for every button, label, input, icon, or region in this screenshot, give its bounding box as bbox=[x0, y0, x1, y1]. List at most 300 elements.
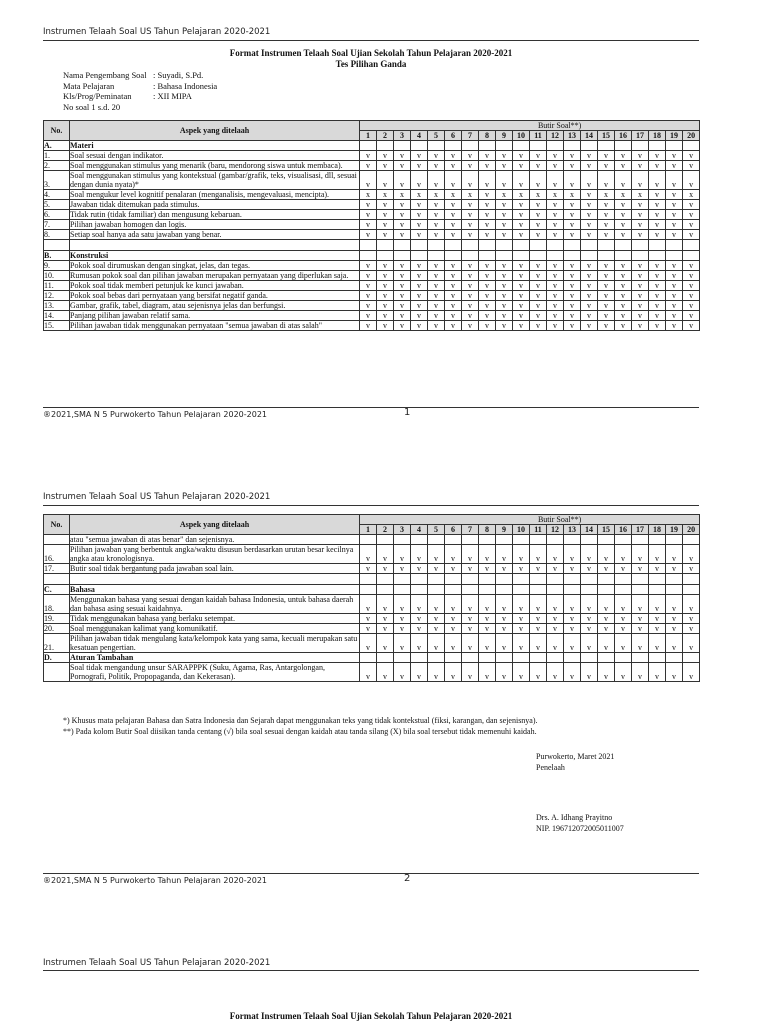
mark-cell: v bbox=[394, 663, 411, 682]
mark-cell: v bbox=[411, 634, 428, 653]
mark-cell: v bbox=[462, 200, 479, 210]
mark-cell: v bbox=[581, 301, 598, 311]
title-line-2: Tes Pilihan Ganda bbox=[335, 59, 407, 69]
mark-cell: v bbox=[581, 291, 598, 301]
mark-cell bbox=[394, 141, 411, 151]
mark-cell: v bbox=[513, 271, 530, 281]
mark-cell: v bbox=[615, 311, 632, 321]
mark-cell: v bbox=[445, 271, 462, 281]
mark-cell: v bbox=[564, 624, 581, 634]
mark-cell bbox=[547, 574, 564, 585]
mark-cell: v bbox=[479, 595, 496, 614]
mark-cell bbox=[564, 653, 581, 663]
mark-cell: v bbox=[581, 230, 598, 240]
mark-cell: v bbox=[445, 321, 462, 331]
mark-cell: v bbox=[360, 311, 377, 321]
butir-col-header: 3 bbox=[394, 131, 411, 141]
mark-cell bbox=[360, 585, 377, 595]
mark-cell bbox=[632, 535, 649, 545]
row-number: 17. bbox=[44, 564, 70, 574]
mark-cell: v bbox=[547, 281, 564, 291]
row-aspect bbox=[70, 574, 360, 585]
mark-cell: v bbox=[462, 151, 479, 161]
mark-cell: v bbox=[428, 151, 445, 161]
mark-cell bbox=[479, 240, 496, 251]
mark-cell: v bbox=[649, 261, 666, 271]
table-row bbox=[44, 171, 700, 190]
mark-cell: v bbox=[479, 291, 496, 301]
review-table-page2 bbox=[43, 514, 700, 682]
mark-cell: v bbox=[615, 161, 632, 171]
mark-cell: v bbox=[564, 595, 581, 614]
mark-cell bbox=[394, 251, 411, 261]
mark-cell: v bbox=[377, 595, 394, 614]
mark-cell: v bbox=[649, 595, 666, 614]
mark-cell: v bbox=[581, 663, 598, 682]
row-aspect: Jawaban tidak ditemukan pada stimulus. bbox=[70, 200, 360, 210]
mark-cell: v bbox=[581, 281, 598, 291]
mark-cell bbox=[666, 585, 683, 595]
mark-cell: v bbox=[513, 171, 530, 190]
mark-cell: v bbox=[666, 220, 683, 230]
mark-cell bbox=[513, 653, 530, 663]
mark-cell: v bbox=[445, 311, 462, 321]
row-number: 19. bbox=[44, 614, 70, 624]
mark-cell: v bbox=[615, 151, 632, 161]
sign-place-date: Purwokerto, Maret 2021 bbox=[536, 752, 615, 761]
row-number: 3. bbox=[44, 171, 70, 190]
meta-row: No soal 1 s.d. 20 bbox=[63, 101, 121, 112]
mark-cell: v bbox=[564, 261, 581, 271]
mark-cell: v bbox=[666, 663, 683, 682]
mark-cell: v bbox=[377, 261, 394, 271]
mark-cell bbox=[394, 535, 411, 545]
mark-cell bbox=[649, 653, 666, 663]
table-row bbox=[44, 291, 700, 301]
mark-cell: v bbox=[598, 663, 615, 682]
butir-col-header: 9 bbox=[496, 131, 513, 141]
mark-cell: v bbox=[649, 161, 666, 171]
mark-cell: v bbox=[547, 321, 564, 331]
page-footer: ®2021,SMA N 5 Purwokerto Tahun Pelajaran 2020-2021 bbox=[43, 410, 268, 419]
mark-cell: v bbox=[377, 614, 394, 624]
mark-cell: v bbox=[479, 624, 496, 634]
mark-cell: x bbox=[547, 190, 564, 200]
row-aspect: Tidak rutin (tidak familiar) dan mengusung kebaruan. bbox=[70, 210, 360, 220]
mark-cell: v bbox=[428, 281, 445, 291]
mark-cell: v bbox=[530, 614, 547, 624]
mark-cell: v bbox=[615, 220, 632, 230]
mark-cell bbox=[530, 141, 547, 151]
mark-cell: v bbox=[411, 663, 428, 682]
mark-cell: v bbox=[445, 200, 462, 210]
mark-cell: v bbox=[581, 564, 598, 574]
mark-cell bbox=[462, 653, 479, 663]
mark-cell: v bbox=[411, 171, 428, 190]
row-number: 20. bbox=[44, 624, 70, 634]
row-aspect: Soal menggunakan stimulus yang kontekstual (gambar/grafik, teks, visualisasi, dll, sesuai dengan dunia nyata)* bbox=[70, 171, 360, 190]
table-row bbox=[44, 595, 700, 614]
mark-cell: v bbox=[411, 614, 428, 624]
mark-cell: v bbox=[666, 281, 683, 291]
mark-cell: v bbox=[462, 614, 479, 624]
table-row bbox=[44, 321, 700, 331]
mark-cell: v bbox=[377, 220, 394, 230]
mark-cell: v bbox=[649, 624, 666, 634]
row-number: C. bbox=[44, 585, 70, 595]
mark-cell: v bbox=[479, 545, 496, 564]
mark-cell: v bbox=[513, 281, 530, 291]
mark-cell bbox=[649, 585, 666, 595]
row-aspect: Bahasa bbox=[70, 585, 360, 595]
mark-cell bbox=[445, 574, 462, 585]
mark-cell bbox=[547, 585, 564, 595]
mark-cell: v bbox=[547, 634, 564, 653]
mark-cell bbox=[496, 585, 513, 595]
mark-cell: v bbox=[564, 171, 581, 190]
mark-cell: v bbox=[360, 301, 377, 311]
mark-cell: v bbox=[462, 321, 479, 331]
mark-cell bbox=[411, 585, 428, 595]
mark-cell: v bbox=[632, 271, 649, 281]
mark-cell: v bbox=[513, 663, 530, 682]
mark-cell: v bbox=[598, 220, 615, 230]
mark-cell bbox=[411, 535, 428, 545]
mark-cell: v bbox=[564, 230, 581, 240]
butir-col-header: 6 bbox=[445, 131, 462, 141]
mark-cell bbox=[530, 535, 547, 545]
mark-cell: v bbox=[394, 595, 411, 614]
mark-cell: v bbox=[513, 200, 530, 210]
header-rule bbox=[43, 40, 699, 41]
mark-cell: v bbox=[377, 200, 394, 210]
mark-cell: v bbox=[377, 311, 394, 321]
table-row bbox=[44, 220, 700, 230]
mark-cell: v bbox=[666, 301, 683, 311]
mark-cell: v bbox=[581, 210, 598, 220]
mark-cell: v bbox=[360, 171, 377, 190]
mark-cell: v bbox=[496, 663, 513, 682]
table-row bbox=[44, 281, 700, 291]
mark-cell: v bbox=[564, 291, 581, 301]
mark-cell: v bbox=[428, 634, 445, 653]
footer-rule bbox=[43, 407, 699, 408]
mark-cell: v bbox=[547, 261, 564, 271]
mark-cell: v bbox=[530, 291, 547, 301]
mark-cell bbox=[581, 240, 598, 251]
mark-cell bbox=[428, 574, 445, 585]
mark-cell bbox=[496, 574, 513, 585]
mark-cell: v bbox=[445, 261, 462, 271]
mark-cell: v bbox=[496, 281, 513, 291]
row-number: 8. bbox=[44, 230, 70, 240]
mark-cell: v bbox=[462, 634, 479, 653]
mark-cell bbox=[683, 141, 700, 151]
mark-cell: v bbox=[581, 614, 598, 624]
mark-cell: v bbox=[615, 230, 632, 240]
mark-cell: v bbox=[581, 151, 598, 161]
mark-cell: v bbox=[683, 291, 700, 301]
mark-cell: v bbox=[564, 210, 581, 220]
mark-cell: v bbox=[615, 171, 632, 190]
mark-cell: v bbox=[445, 291, 462, 301]
mark-cell: v bbox=[598, 634, 615, 653]
mark-cell: v bbox=[479, 614, 496, 624]
row-number: 16. bbox=[44, 545, 70, 564]
mark-cell: x bbox=[428, 190, 445, 200]
mark-cell: v bbox=[411, 624, 428, 634]
mark-cell bbox=[683, 535, 700, 545]
mark-cell: v bbox=[462, 230, 479, 240]
mark-cell: v bbox=[394, 634, 411, 653]
mark-cell: v bbox=[394, 624, 411, 634]
mark-cell: v bbox=[547, 171, 564, 190]
table-row bbox=[44, 311, 700, 321]
row-number: 1. bbox=[44, 151, 70, 161]
mark-cell: v bbox=[462, 261, 479, 271]
mark-cell: v bbox=[428, 663, 445, 682]
table-row bbox=[44, 230, 700, 240]
mark-cell: v bbox=[547, 564, 564, 574]
mark-cell: v bbox=[411, 220, 428, 230]
mark-cell: v bbox=[666, 200, 683, 210]
mark-cell: v bbox=[632, 663, 649, 682]
row-number bbox=[44, 240, 70, 251]
mark-cell: v bbox=[683, 624, 700, 634]
mark-cell: v bbox=[615, 210, 632, 220]
mark-cell bbox=[377, 585, 394, 595]
butir-col-header: 11 bbox=[530, 525, 547, 535]
mark-cell: v bbox=[411, 161, 428, 171]
mark-cell: v bbox=[394, 151, 411, 161]
row-number: B. bbox=[44, 251, 70, 261]
butir-col-header: 19 bbox=[666, 525, 683, 535]
mark-cell: v bbox=[513, 220, 530, 230]
mark-cell bbox=[564, 574, 581, 585]
mark-cell: v bbox=[564, 301, 581, 311]
row-aspect: Konstruksi bbox=[70, 251, 360, 261]
mark-cell bbox=[394, 585, 411, 595]
section-row bbox=[44, 585, 700, 595]
mark-cell: v bbox=[411, 564, 428, 574]
mark-cell: v bbox=[496, 321, 513, 331]
row-aspect: Tidak menggunakan bahasa yang berlaku setempat. bbox=[70, 614, 360, 624]
mark-cell: v bbox=[598, 261, 615, 271]
row-number: 7. bbox=[44, 220, 70, 230]
mark-cell bbox=[428, 535, 445, 545]
mark-cell bbox=[564, 240, 581, 251]
mark-cell: v bbox=[462, 311, 479, 321]
mark-cell bbox=[445, 535, 462, 545]
col-header-aspek: Aspek yang ditelaah bbox=[70, 121, 360, 141]
mark-cell: v bbox=[530, 321, 547, 331]
row-number: 6. bbox=[44, 210, 70, 220]
mark-cell: v bbox=[530, 230, 547, 240]
mark-cell bbox=[683, 585, 700, 595]
mark-cell: x bbox=[683, 190, 700, 200]
mark-cell: v bbox=[394, 271, 411, 281]
mark-cell: v bbox=[615, 271, 632, 281]
table-row bbox=[44, 545, 700, 564]
mark-cell: v bbox=[445, 230, 462, 240]
mark-cell bbox=[445, 141, 462, 151]
mark-cell: v bbox=[581, 220, 598, 230]
mark-cell bbox=[649, 240, 666, 251]
mark-cell: x bbox=[615, 190, 632, 200]
mark-cell: v bbox=[564, 151, 581, 161]
mark-cell: v bbox=[445, 595, 462, 614]
mark-cell: v bbox=[394, 161, 411, 171]
mark-cell bbox=[411, 141, 428, 151]
mark-cell: v bbox=[615, 564, 632, 574]
mark-cell: v bbox=[683, 151, 700, 161]
mark-cell bbox=[479, 251, 496, 261]
mark-cell: v bbox=[411, 291, 428, 301]
mark-cell: v bbox=[513, 151, 530, 161]
mark-cell: v bbox=[615, 261, 632, 271]
mark-cell: v bbox=[360, 321, 377, 331]
mark-cell: v bbox=[683, 595, 700, 614]
mark-cell: v bbox=[547, 230, 564, 240]
mark-cell: v bbox=[632, 200, 649, 210]
mark-cell: v bbox=[513, 564, 530, 574]
mark-cell: v bbox=[513, 230, 530, 240]
table-row bbox=[44, 161, 700, 171]
row-aspect: Gambar, grafik, tabel, diagram, atau sejenisnya jelas dan berfungsi. bbox=[70, 301, 360, 311]
mark-cell: v bbox=[547, 200, 564, 210]
mark-cell: v bbox=[564, 311, 581, 321]
mark-cell bbox=[581, 574, 598, 585]
row-number: 9. bbox=[44, 261, 70, 271]
mark-cell: v bbox=[513, 614, 530, 624]
mark-cell: v bbox=[632, 595, 649, 614]
mark-cell: v bbox=[666, 261, 683, 271]
mark-cell bbox=[462, 585, 479, 595]
mark-cell: v bbox=[445, 210, 462, 220]
mark-cell: v bbox=[581, 200, 598, 210]
mark-cell bbox=[377, 240, 394, 251]
mark-cell: v bbox=[564, 200, 581, 210]
mark-cell bbox=[632, 251, 649, 261]
mark-cell bbox=[496, 535, 513, 545]
mark-cell: v bbox=[649, 281, 666, 291]
row-number: 4. bbox=[44, 190, 70, 200]
mark-cell: v bbox=[445, 624, 462, 634]
mark-cell bbox=[428, 240, 445, 251]
mark-cell bbox=[513, 240, 530, 251]
mark-cell: v bbox=[598, 564, 615, 574]
mark-cell: v bbox=[411, 271, 428, 281]
mark-cell bbox=[547, 240, 564, 251]
mark-cell: v bbox=[666, 210, 683, 220]
mark-cell: v bbox=[649, 271, 666, 281]
mark-cell: v bbox=[445, 301, 462, 311]
mark-cell: v bbox=[632, 220, 649, 230]
mark-cell: v bbox=[360, 220, 377, 230]
mark-cell bbox=[581, 653, 598, 663]
mark-cell: v bbox=[360, 595, 377, 614]
mark-cell: v bbox=[683, 614, 700, 624]
mark-cell bbox=[683, 240, 700, 251]
mark-cell bbox=[649, 141, 666, 151]
mark-cell: v bbox=[411, 301, 428, 311]
mark-cell bbox=[513, 585, 530, 595]
row-aspect: Pilihan jawaban tidak mengulang kata/kelompok kata yang sama, kecuali merupakan satu kesatuan pengertian. bbox=[70, 634, 360, 653]
mark-cell bbox=[377, 141, 394, 151]
row-aspect: Pokok soal bebas dari pernyataan yang bersifat negatif ganda. bbox=[70, 291, 360, 301]
mark-cell: v bbox=[428, 301, 445, 311]
row-aspect: Pilihan jawaban yang berbentuk angka/waktu disusun berdasarkan urutan besar kecilnya angka atau kronologisnya. bbox=[70, 545, 360, 564]
section-row bbox=[44, 653, 700, 663]
mark-cell: v bbox=[598, 624, 615, 634]
mark-cell: v bbox=[564, 634, 581, 653]
butir-col-header: 2 bbox=[377, 131, 394, 141]
mark-cell: v bbox=[445, 663, 462, 682]
mark-cell: v bbox=[377, 663, 394, 682]
mark-cell: v bbox=[530, 220, 547, 230]
section-row bbox=[44, 251, 700, 261]
butir-col-header: 1 bbox=[360, 131, 377, 141]
header-rule bbox=[43, 505, 699, 506]
row-number bbox=[44, 535, 70, 545]
footnote-1: *) Khusus mata pelajaran Bahasa dan Satra Indonesia dan Sejarah dapat menggunakan teks yang tidak kontekstual (fiksi, karangan, dan sejenisnya). bbox=[63, 716, 538, 725]
mark-cell bbox=[598, 535, 615, 545]
butir-col-header: 16 bbox=[615, 131, 632, 141]
mark-cell bbox=[649, 251, 666, 261]
mark-cell: x bbox=[462, 190, 479, 200]
mark-cell: v bbox=[649, 151, 666, 161]
mark-cell bbox=[632, 574, 649, 585]
mark-cell: v bbox=[462, 281, 479, 291]
mark-cell: v bbox=[683, 663, 700, 682]
mark-cell: v bbox=[445, 614, 462, 624]
mark-cell: v bbox=[649, 210, 666, 220]
mark-cell: v bbox=[547, 151, 564, 161]
mark-cell: v bbox=[377, 564, 394, 574]
mark-cell: v bbox=[377, 210, 394, 220]
mark-cell bbox=[360, 535, 377, 545]
mark-cell: v bbox=[479, 210, 496, 220]
butir-col-header: 8 bbox=[479, 525, 496, 535]
mark-cell bbox=[666, 240, 683, 251]
mark-cell: v bbox=[496, 614, 513, 624]
table-row bbox=[44, 261, 700, 271]
mark-cell: v bbox=[564, 161, 581, 171]
mark-cell: v bbox=[683, 271, 700, 281]
mark-cell: v bbox=[445, 220, 462, 230]
row-aspect: Menggunakan bahasa yang sesuai dengan kaidah bahasa Indonesia, untuk bahasa daerah dan bahasa asing sesuai kaidahnya. bbox=[70, 595, 360, 614]
mark-cell: v bbox=[547, 614, 564, 624]
mark-cell: v bbox=[496, 230, 513, 240]
mark-cell bbox=[377, 653, 394, 663]
mark-cell: v bbox=[462, 171, 479, 190]
mark-cell: v bbox=[666, 614, 683, 624]
mark-cell: v bbox=[598, 271, 615, 281]
col-header-aspek: Aspek yang ditelaah bbox=[70, 515, 360, 535]
mark-cell bbox=[462, 251, 479, 261]
mark-cell: v bbox=[598, 291, 615, 301]
mark-cell: v bbox=[496, 261, 513, 271]
mark-cell: v bbox=[632, 171, 649, 190]
mark-cell: v bbox=[428, 321, 445, 331]
mark-cell: v bbox=[462, 271, 479, 281]
mark-cell: v bbox=[581, 161, 598, 171]
mark-cell: x bbox=[564, 190, 581, 200]
mark-cell: v bbox=[462, 624, 479, 634]
mark-cell: v bbox=[666, 545, 683, 564]
mark-cell: v bbox=[428, 271, 445, 281]
mark-cell: v bbox=[479, 281, 496, 291]
